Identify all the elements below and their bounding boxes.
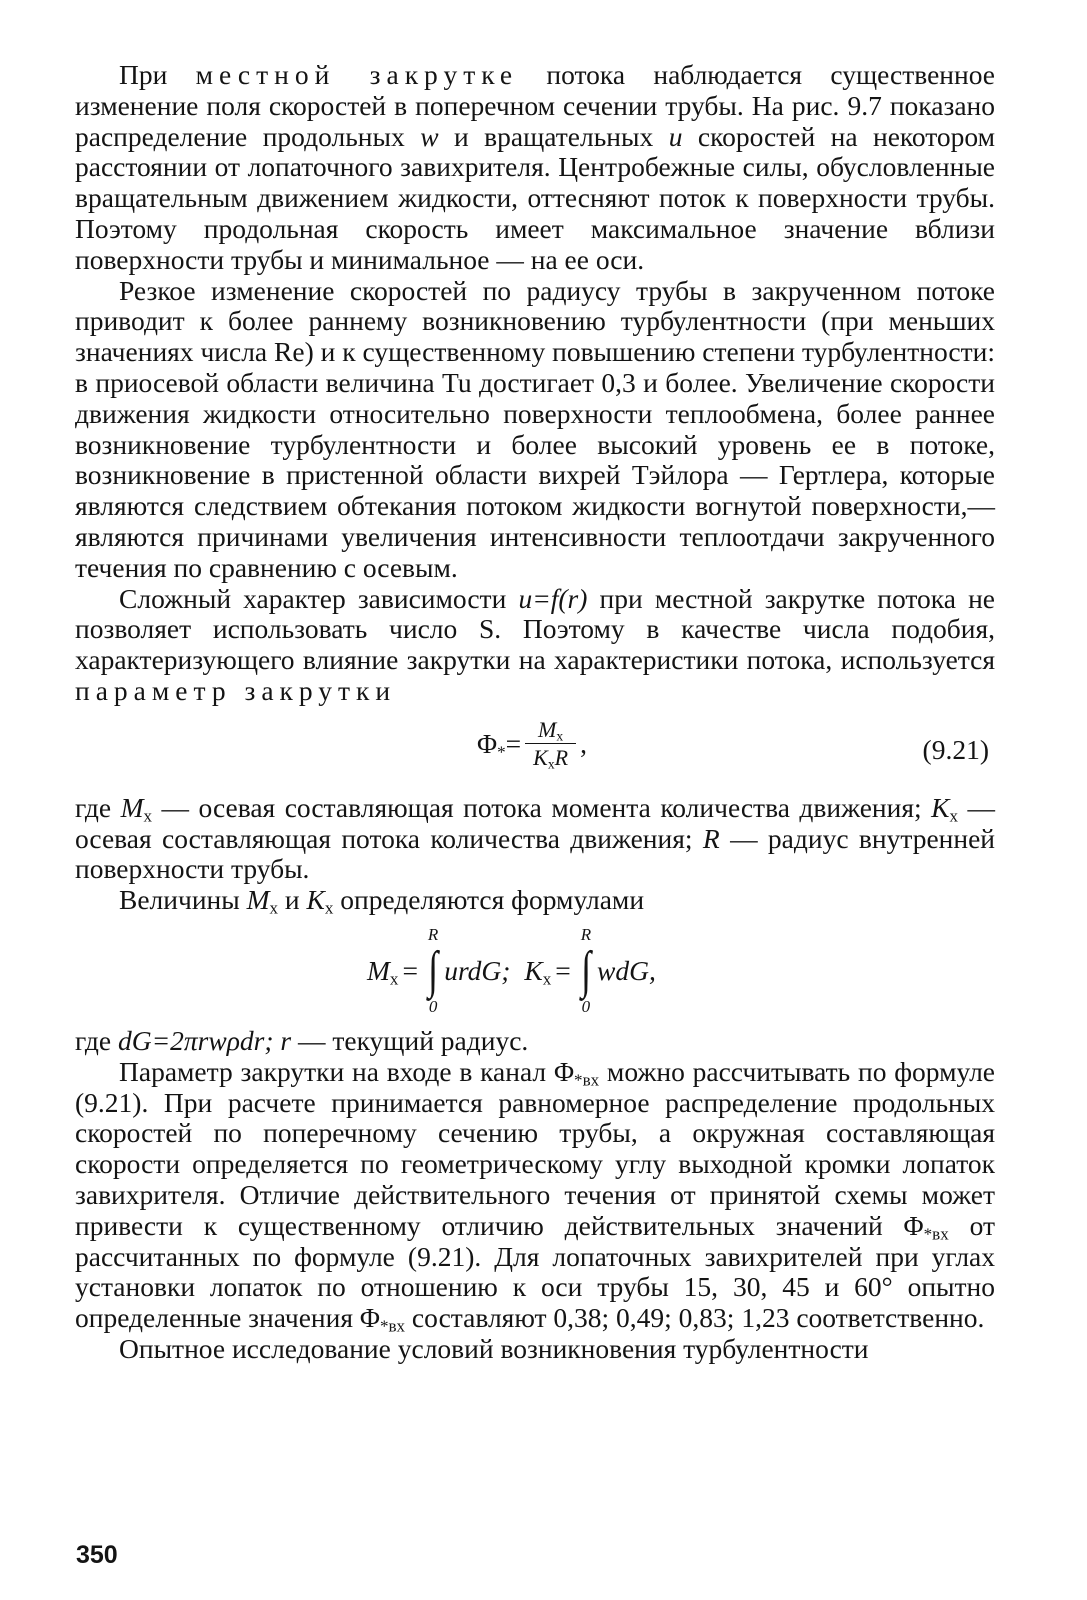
symbol: R: [554, 744, 569, 770]
text: где: [75, 791, 112, 823]
subscript: x: [547, 756, 555, 772]
integral-symbol: ∫: [580, 941, 591, 999]
fraction: [525, 717, 576, 772]
symbol-kx: [524, 956, 551, 987]
spaced-term: параметр закрутки: [75, 674, 397, 706]
lower-limit: 0: [581, 996, 591, 1016]
lower-limit: 0: [428, 996, 438, 1016]
symbol-mx: [121, 792, 152, 823]
subscript: *вх: [379, 1316, 406, 1336]
symbol: K: [306, 884, 325, 916]
subscript: x: [324, 898, 334, 918]
text: потока наблюдается существенное изменение поля скоростей в поперечном сечении трубы. На рис. 9.7 показано распределение продольных: [75, 59, 995, 152]
subscript: x: [269, 898, 279, 918]
text: определяются формулами: [340, 884, 645, 916]
text: скоростей на некотором расстоянии от лопаточного завихрителя. Центробежные силы, обусловленные вращательным движением жидкости, оттесняют поток к поверхности трубы. Поэтому продольная скорость имеет максимальное значение вблизи поверхности трубы и минимальное — на ее оси.: [75, 120, 996, 275]
subscript: x: [389, 968, 399, 988]
text: — текущий радиус.: [297, 1024, 529, 1056]
subscript: x: [143, 805, 153, 825]
symbol: M: [246, 884, 270, 916]
symbol: Φ: [903, 1209, 924, 1241]
symbol-w: w: [420, 120, 439, 152]
symbol-r: R: [702, 822, 720, 854]
text: и вращательных: [454, 120, 654, 152]
upper-limit: R: [580, 924, 592, 944]
formula-lhs: [477, 729, 506, 760]
upper-limit: R: [427, 924, 439, 944]
subscript: *вх: [574, 1069, 600, 1089]
symbol-u: u: [668, 120, 683, 152]
denominator: [525, 744, 576, 772]
integral-sign: [579, 926, 593, 1016]
paragraph-6: [75, 1026, 995, 1057]
equals-sign: =: [555, 954, 571, 986]
symbol: M: [120, 791, 144, 823]
spaced-term: местной закрутке: [195, 59, 519, 90]
text: Параметр закрутки на входе в канал: [119, 1055, 547, 1087]
text: где: [75, 1024, 112, 1056]
phi-symbol: Φ: [477, 727, 498, 759]
text: — осевая составляющая потока количества движения;: [75, 791, 996, 854]
text: составляют 0,38; 0,49; 0,83; 1,23 соответственно.: [411, 1302, 985, 1334]
symbol: K: [524, 954, 543, 986]
paragraph-1: [75, 60, 995, 276]
integral-sign: [426, 926, 440, 1016]
subscript: x: [542, 968, 552, 988]
subscript: x: [949, 805, 959, 825]
equals-sign: =: [505, 727, 522, 759]
equation-number: (9.21): [922, 733, 989, 765]
symbol: M: [367, 954, 390, 986]
symbol-phi-in: [554, 1056, 599, 1087]
equals-sign: =: [402, 954, 418, 986]
symbol-phi-in: [359, 1302, 406, 1336]
symbol: K: [533, 744, 548, 770]
comma: ,: [580, 727, 587, 759]
integrand: wdG,: [597, 954, 656, 986]
text: при местной закрутке потока не позволяет использовать число S. Поэтому в качестве числа подобия, характеризующего влияние закрутки на характеристики потока, используется: [75, 582, 996, 676]
numerator: [530, 717, 571, 743]
text: Сложный характер зависимости: [119, 582, 507, 614]
symbol-phi-in: [904, 1210, 949, 1241]
text: При: [119, 59, 168, 90]
text: можно рассчитывать по формуле (9.21). При расчете принимается равномерное распределение продольных скоростей по поперечному сечению трубы, а окружная составляющая скорости определяется по геометрическому углу выходной кромки лопаток завихрителя. Отличие действительного течения от принятой схемы может привести к существенному отличию действительных значений: [75, 1055, 996, 1241]
integrand: urdG;: [444, 954, 511, 986]
inline-formula: u=f(r): [518, 582, 588, 614]
symbol-r: r: [280, 1024, 292, 1056]
page-number: 350: [76, 1541, 118, 1569]
integral-symbol: ∫: [428, 941, 439, 999]
symbol: Φ: [359, 1302, 380, 1334]
text: Величины: [119, 884, 240, 916]
text: — осевая составляющая потока момента количества движения;: [161, 791, 922, 823]
subscript: *: [497, 742, 506, 762]
formula-9-21: [75, 713, 995, 789]
paragraph-2: Резкое изменение скоростей по радиусу трубы в закрученном потоке приводит к более раннему возникновению турбулентности (при меньших значениях числа Re) и к существенному повышению степени турбулентности: в приосевой области величина Tu достигает 0,3 и более. Увеличение скорости движения жидкости относительно поверхности теплообмена, более раннее возникновение турбулентности и более высокий уровень ее в потоке, возникновение в пристенной области вихрей Тэйлора — Гертлера, которые являются следствием обтекания потоком жидкости вогнутой поверхности,— являются причинами увеличения интенсивности теплоотдачи закрученного течения по сравнению с осевым.: [75, 274, 995, 583]
subscript: x: [556, 728, 564, 744]
paragraph-7: [75, 1057, 995, 1334]
symbol: K: [931, 791, 950, 823]
paragraph-4: [75, 793, 995, 885]
text: от рассчитанных по формуле (9.21). Для лопаточных завихрителей при углах установки лопаток по отношению к оси трубы 15, 30, 45 и 60° опытно определенные значения: [75, 1209, 996, 1334]
symbol: Φ: [553, 1055, 575, 1087]
inline-formula: dG=2πrwρdr;: [117, 1024, 274, 1056]
symbol-mx: [246, 884, 279, 918]
paragraph-3: [75, 584, 995, 707]
formula-body: [477, 717, 587, 772]
integral-formulas: [75, 916, 995, 1026]
formula-body: [367, 916, 656, 1026]
symbol-kx: [306, 884, 334, 918]
subscript: *вх: [923, 1223, 949, 1243]
paragraph-5: [75, 885, 995, 916]
symbol-mx: [367, 956, 398, 987]
text: и: [284, 884, 300, 916]
symbol-kx: [931, 792, 958, 823]
paragraph-8: Опытное исследование условий возникновения турбулентности: [119, 1332, 869, 1364]
symbol: M: [538, 716, 557, 742]
text: — радиус внутренней поверхности трубы.: [75, 822, 996, 885]
page-body: [75, 60, 995, 1365]
